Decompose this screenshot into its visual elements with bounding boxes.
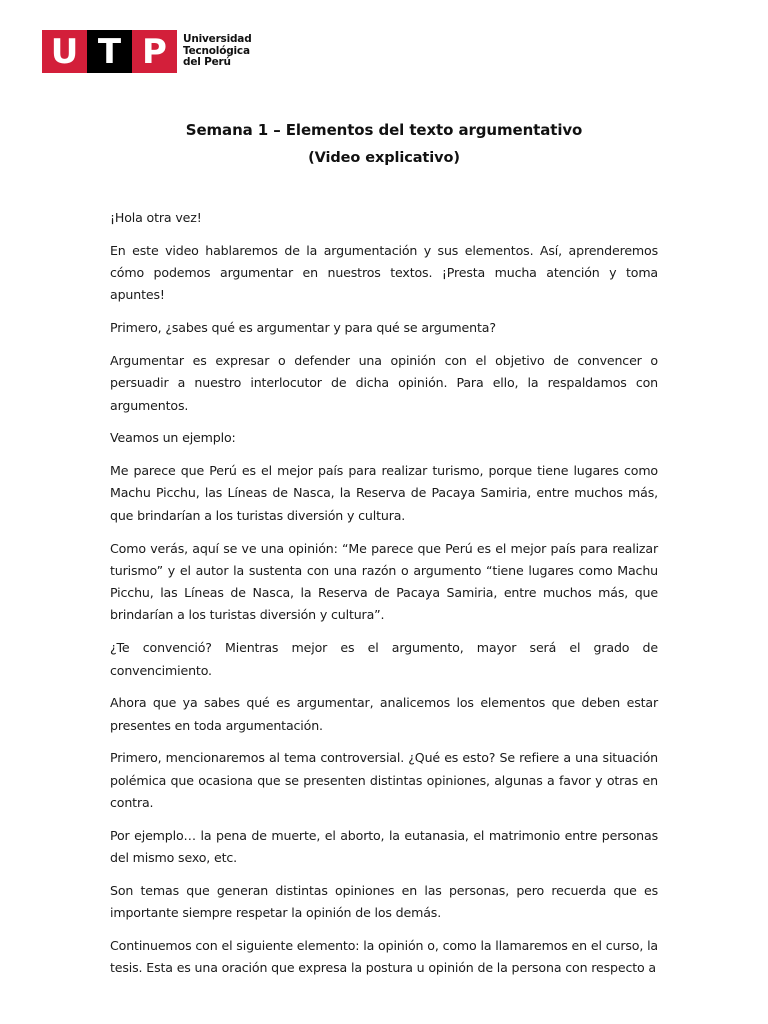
paragraph: Continuemos con el siguiente elemento: la opinión o, como la llamaremos en el curso, la tesis. Esta es una oración que expresa la postura u opinión de la persona con respecto a — [110, 938, 658, 976]
paragraph: En este video hablaremos de la argumentación y sus elementos. Así, aprenderemos cómo podemos argumentar en nuestros textos. ¡Presta mucha atención y toma apuntes! — [110, 242, 658, 303]
paragraph: Ahora que ya sabes qué es argumentar, analicemos los elementos que deben estar presentes en toda argumentación. — [110, 695, 658, 733]
paragraph: Primero, ¿sabes qué es argumentar y para qué se argumenta? — [110, 320, 496, 336]
document-subtitle: (Video explicativo) — [308, 150, 460, 166]
logo-letter-u: U — [42, 30, 87, 73]
paragraph: Veamos un ejemplo: — [110, 430, 236, 446]
paragraph: Me parece que Perú es el mejor país para realizar turismo, porque tiene lugares como Machu Picchu, las Líneas de Nasca, la Reserva de Pacaya Samiria, entre muchos más, que brindarían a los turistas diversión y cultura. — [110, 463, 658, 523]
paragraph: Como verás, aquí se ve una opinión: “Me parece que Perú es el mejor país para realizar turismo” y el autor la sustenta con una razón o argumento “tiene lugares como Machu Picchu, las Líneas de Nasca, la Reserva de Pacaya Samiria, entre muchos más, que brindarían a los turistas diversión y cultura”. — [110, 540, 658, 623]
logo-line-3: del Perú — [183, 56, 231, 69]
paragraph: Por ejemplo… la pena de muerte, el aborto, la eutanasia, el matrimonio entre personas del mismo sexo, etc. — [110, 827, 658, 866]
document-body — [110, 207, 658, 990]
paragraph: ¿Te convenció? Mientras mejor es el argumento, mayor será el grado de convencimiento. — [110, 640, 658, 678]
logo-line-2: Tecnológica — [183, 44, 250, 57]
paragraph: ¡Hola otra vez! — [110, 210, 202, 225]
utp-logo — [42, 30, 252, 73]
paragraph: Son temas que generan distintas opiniones en las personas, pero recuerda que es importante siempre respetar la opinión de los demás. — [110, 882, 658, 921]
paragraph: Primero, mencionaremos al tema controversial. ¿Qué es esto? Se refiere a una situación polémica que ocasiona que se presenten distintas opiniones, algunas a favor y otras en contra. — [110, 750, 658, 811]
logo-line-1: Universidad — [183, 33, 252, 46]
logo-letter-p: P — [132, 30, 177, 73]
logo-wordmark — [183, 30, 252, 73]
logo-letter-t: T — [87, 30, 132, 73]
paragraph: Argumentar es expresar o defender una opinión con el objetivo de convencer o persuadir a nuestro interlocutor de dicha opinión. Para ello, la respaldamos con argumentos. — [110, 352, 658, 413]
document-title: Semana 1 – Elementos del texto argumentativo — [185, 121, 583, 139]
